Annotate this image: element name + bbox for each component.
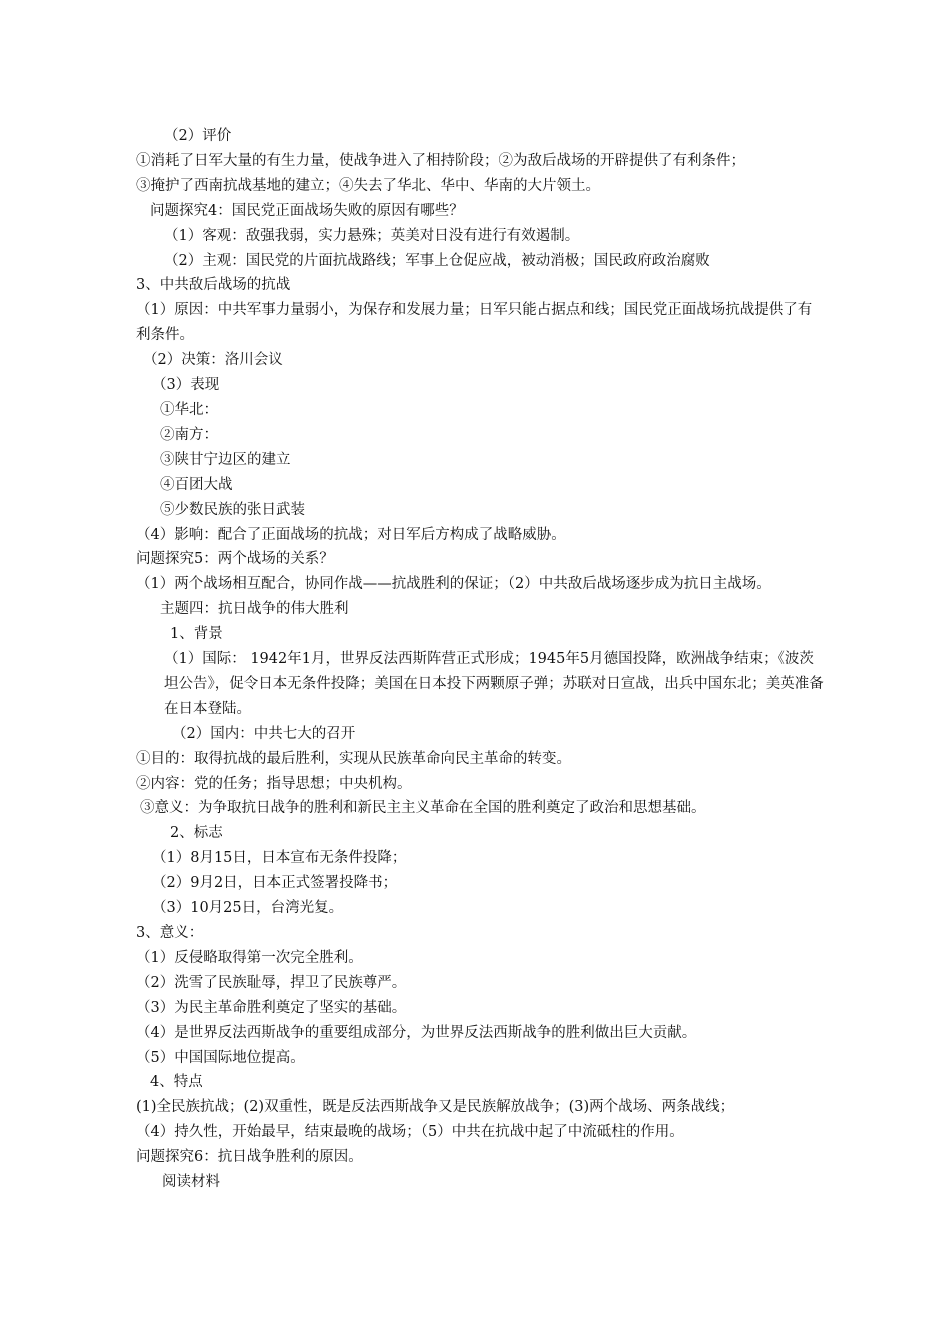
text-line: （4）持久性，开始最早，结束最晚的战场；（5）中共在抗战中起了中流砥柱的作用。 [136, 1124, 684, 1141]
text-line: ③掩护了西南抗战基地的建立；④失去了华北、华中、华南的大片领土。 [136, 177, 600, 194]
text-line: （2）洗雪了民族耻辱，捍卫了民族尊严。 [136, 974, 407, 991]
text-line: （1）客观：敌强我弱，实力悬殊；英美对日没有进行有效遏制。 [164, 227, 580, 244]
text-line: ③意义：为争取抗日战争的胜利和新民主主义革命在全国的胜利奠定了政治和思想基础。 [140, 800, 706, 817]
text-line: （1）8月15日，日本宣布无条件投降； [152, 850, 407, 867]
text-line: ②内容：党的任务；指导思想；中央机构。 [136, 775, 412, 792]
text-line: ⑤少数民族的张日武装 [160, 501, 305, 518]
text-line: （3）表现 [152, 377, 220, 394]
text-line: 2、标志 [170, 825, 223, 842]
text-line: （2）国内：中共七大的召开 [172, 725, 356, 742]
text-line: （5）中国国际地位提高。 [136, 1049, 305, 1066]
text-line: 3、意义： [136, 925, 204, 941]
text-line: 4、特点 [150, 1074, 203, 1091]
text-line: ①目的：取得抗战的最后胜利，实现从民族革命向民主革命的转变。 [136, 750, 571, 767]
text-line: （2）评价 [164, 128, 232, 144]
text-line: （1）原因：中共军事力量弱小，为保存和发展力量；日军只能占据点和线；国民党正面战场抗战提供了有利条件。 [136, 302, 813, 344]
text-line: 1、背景 [170, 626, 223, 643]
text-line: （3）10月25日，台湾光复。 [152, 900, 344, 917]
text-line: （4）影响：配合了正面战场的抗战；对日军后方构成了战略威胁。 [136, 526, 566, 543]
text-line: （1）反侵略取得第一次完全胜利。 [136, 949, 363, 966]
text-line: （1）国际： 1942年1月，世界反法西斯阵营正式形成；1945年5月德国投降，欧洲战争结束；《波茨坦公告》，促令日本无条件投降；美国在日本投下两颗原子弹；苏联对日宣战，出兵中国东北；美英准备在日本登陆。 [164, 651, 824, 717]
text-line: （1）两个战场相互配合，协同作战——抗战胜利的保证；（2）中共敌后战场逐步成为抗日主战场。 [136, 576, 771, 593]
text-line: （4）是世界反法西斯战争的重要组成部分，为世界反法西斯战争的胜利做出巨大贡献。 [136, 1024, 697, 1041]
text-line: 阅读材料 [162, 1174, 220, 1191]
text-line: ①消耗了日军大量的有生力量，使战争进入了相持阶段；②为敌后战场的开辟提供了有利条件； [136, 152, 745, 169]
text-line: 3、中共敌后战场的抗战 [136, 277, 291, 294]
document-body [136, 124, 826, 1195]
text-line: ③陕甘宁边区的建立 [160, 451, 291, 468]
text-line: （2）9月2日，日本正式签署投降书； [152, 875, 398, 892]
text-line: ①华北： [160, 401, 218, 418]
text-line: (1)全民族抗战；(2)双重性，既是反法西斯战争又是民族解放战争；(3)两个战场、两条战线； [136, 1099, 735, 1116]
text-line: 问题探究4：国民党正面战场失败的原因有哪些？ [150, 202, 464, 219]
text-line: ②南方： [160, 426, 218, 443]
text-line: 问题探究5：两个战场的关系？ [136, 551, 334, 568]
text-line: （2）决策：洛川会议 [143, 352, 283, 369]
text-line: 问题探究6：抗日战争胜利的原因。 [136, 1149, 363, 1166]
text-line: ④百团大战 [160, 476, 233, 493]
text-line: （2）主观：国民党的片面抗战路线；军事上仓促应战，被动消极；国民政府政治腐败 [164, 252, 710, 269]
text-line: （3）为民主革命胜利奠定了坚实的基础。 [136, 999, 407, 1016]
text-line: 主题四：抗日战争的伟大胜利 [160, 601, 349, 618]
